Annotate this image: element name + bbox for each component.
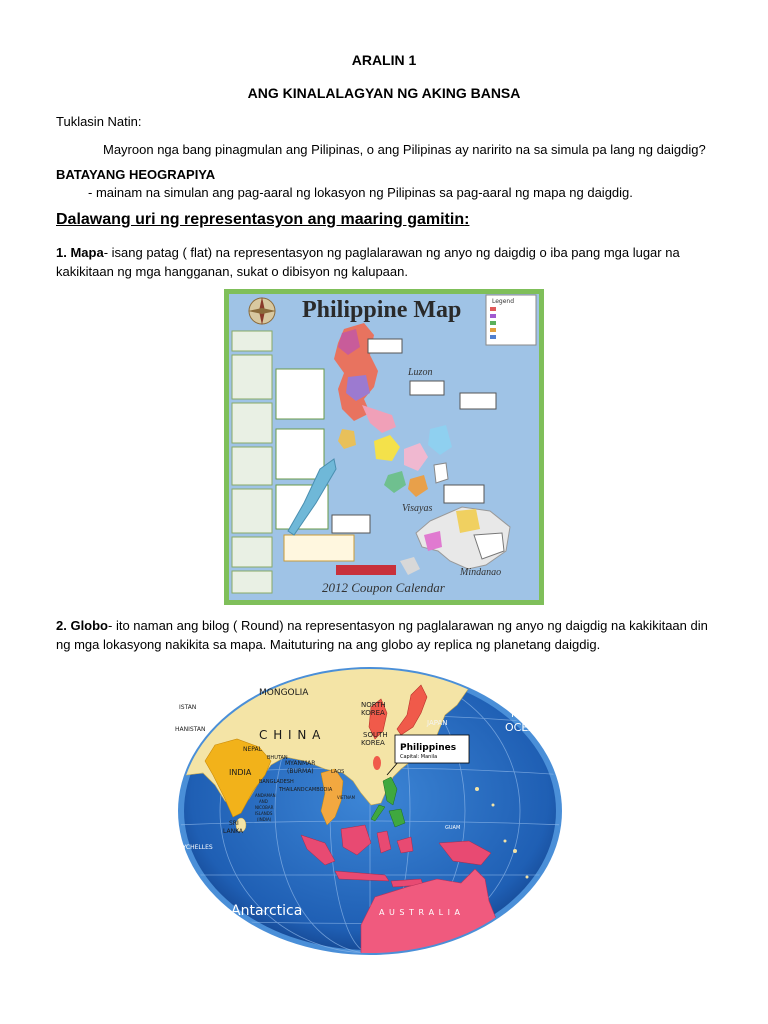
label-seychelles: SEYCHELLES	[175, 844, 213, 851]
label-burma: (BURMA)	[287, 768, 314, 775]
label-luzon: Luzon	[408, 367, 433, 378]
label-japan: JAPAN	[427, 719, 448, 727]
globe-figure	[175, 665, 565, 957]
label-south-korea-1: SOUTH	[363, 731, 388, 739]
item-mapa	[56, 243, 716, 281]
label-hanistan: HANISTAN	[175, 726, 206, 733]
types-heading-colon: :	[464, 211, 470, 228]
label-north-korea-1: NORTH	[361, 701, 386, 709]
label-cambodia: CAMBODIA	[305, 787, 333, 793]
map-legend-title: Legend	[492, 298, 515, 305]
label-thailand: THAILAND	[279, 787, 305, 793]
label-andaman-4: ISLANDS	[255, 811, 273, 816]
region-box-5	[332, 515, 370, 533]
label-north-ocean-2: OCEA	[505, 721, 536, 734]
item-globo	[56, 616, 716, 654]
map-legend	[486, 295, 536, 345]
luzon-region-box-2	[410, 381, 444, 395]
label-mindanao: Mindanao	[460, 567, 502, 578]
philippine-map-figure	[224, 289, 544, 605]
taiwan-island	[373, 756, 381, 770]
label-andaman-2: AND	[259, 799, 268, 804]
section-text: - mainam na simulan ang pag-aaral ng lokasyon ng Pilipinas sa pag-aaral ng mapa ng daigdig.	[88, 185, 633, 200]
label-antarctica: Antarctica	[231, 903, 303, 919]
label-north-ocean-1: Nor	[511, 709, 529, 720]
callout-subtitle: Capital: Manila	[400, 754, 438, 760]
label-stan: ISTAN	[179, 704, 197, 711]
map-footer: 2012 Coupon Calendar	[322, 580, 445, 595]
label-guam: GUAM	[445, 825, 461, 831]
item-globo-text: - ito naman ang bilog ( Round) na representasyon ng paglalarawan ng anyo ng daigdig na kakikitaan din ng mga lokasyong nakikita sa mapa. Maituturing na ang globo ay replica ng planetang daigdig.	[56, 618, 708, 652]
region-box-4	[444, 485, 484, 503]
label-bhutan: BHUTAN	[267, 755, 288, 761]
label-australia: A U S T R A L I A	[379, 908, 461, 917]
section-heading: BATAYANG HEOGRAPIYA	[56, 167, 216, 182]
types-heading-text: Dalawang uri ng representasyon ang maaring gamitin	[56, 211, 465, 228]
lesson-number: ARALIN 1	[351, 52, 417, 68]
item-mapa-text: - isang patag ( flat) na representasyon ng paglalarawan ng anyo ng daigdig o iba pang mga lugar na kakikitaan ng mga hangganan, sukat o dibisyon ng kalupaan.	[56, 245, 680, 279]
label-india: INDIA	[229, 768, 252, 777]
label-andaman-3: NICOBAR	[255, 805, 274, 810]
types-heading	[56, 211, 469, 229]
globe-image	[175, 665, 565, 957]
label-mongolia: MONGOLIA	[259, 688, 309, 698]
label-nepal: NEPAL	[243, 746, 262, 753]
label-north-korea-2: KOREA	[361, 709, 385, 717]
page-title: ANG KINALALAGYAN NG AKING BANSA	[247, 85, 521, 101]
philippine-map-image	[224, 289, 544, 605]
label-vietnam: VIETNAM	[337, 795, 356, 800]
map-title: Philippine Map	[302, 297, 462, 323]
label-visayas: Visayas	[402, 503, 433, 514]
item-globo-lead: 2. Globo	[56, 618, 108, 633]
label-myanmar: MYANMAR	[285, 760, 316, 767]
label-sri-lanka-1: SRI	[229, 820, 239, 827]
label-sri-lanka-2: LANKA	[223, 828, 244, 835]
luzon-region-box	[368, 339, 402, 353]
callout-title: Philippines	[400, 743, 457, 753]
intro-label: Tuklasin Natin:	[56, 114, 142, 129]
map-footer-logo	[336, 565, 396, 575]
label-bangladesh: BANGLADESH	[259, 779, 294, 785]
label-laos: LAOS	[331, 769, 345, 775]
region-box-3	[460, 393, 496, 409]
label-andaman-1: ANDAMAN	[255, 793, 276, 798]
label-china: C H I N A	[259, 728, 322, 742]
intro-question: Mayroon nga bang pinagmulan ang Pilipinas, o ang Pilipinas ay naririto na sa simula pa lang ng daigdig?	[103, 142, 706, 157]
label-south-korea-2: KOREA	[361, 739, 385, 747]
label-andaman-5: (INDIA)	[257, 817, 272, 822]
item-mapa-lead: 1. Mapa	[56, 245, 104, 260]
new-zealand-island	[531, 915, 543, 941]
